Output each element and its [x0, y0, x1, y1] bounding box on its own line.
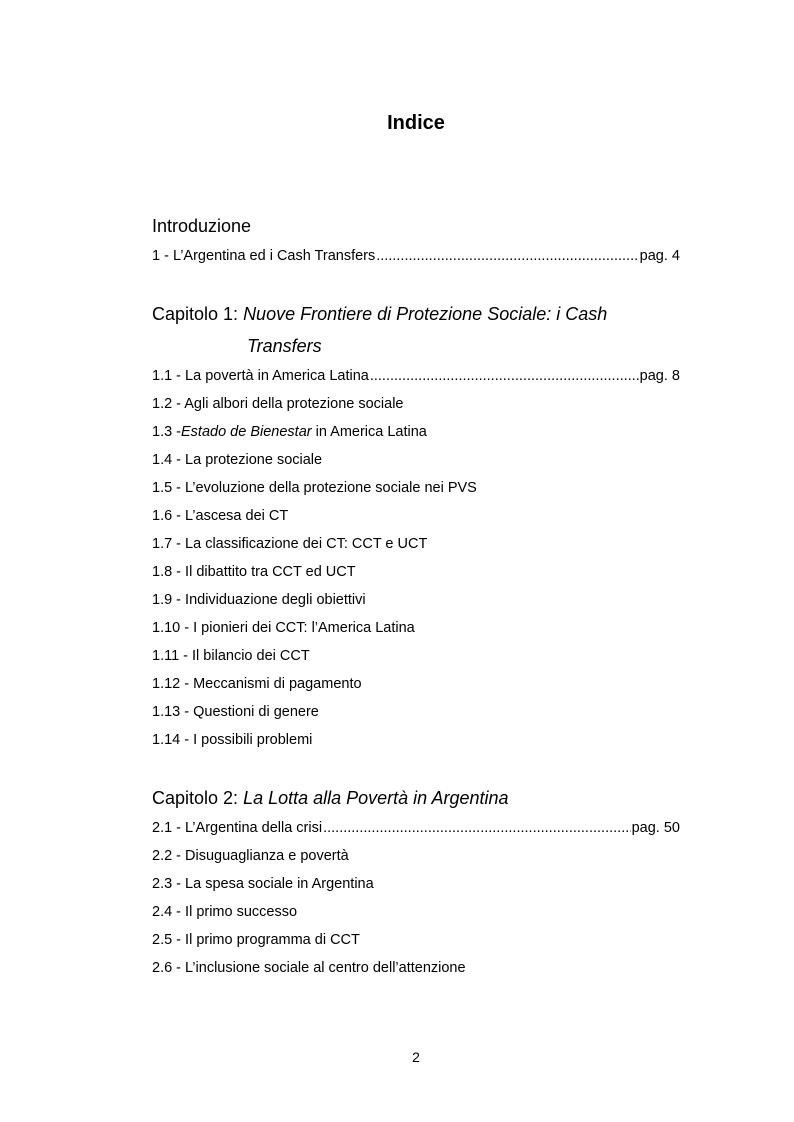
toc-entry-label: 2.1 - L’Argentina della crisi: [152, 820, 323, 836]
toc-entry-2-4[interactable]: 2.4 - Il primo successo: [152, 904, 298, 920]
dot-leader: [376, 242, 638, 270]
toc-entry-2-5[interactable]: 2.5 - Il primo programma di CCT: [152, 932, 360, 948]
toc-entry-page: pag. 4: [639, 248, 680, 264]
toc-entry-1-4[interactable]: 1.4 - La protezione sociale: [152, 452, 323, 468]
toc-entry-num: 1.3 -: [152, 424, 182, 440]
chapter-1-prefix: Capitolo 1:: [152, 304, 244, 324]
toc-entry-1-11[interactable]: 1.11 - Il bilancio dei CCT: [152, 648, 310, 664]
toc-entry-1-12[interactable]: 1.12 - Meccanismi di pagamento: [152, 676, 362, 692]
intro-heading: Introduzione: [152, 216, 252, 236]
chapter-2-prefix: Capitolo 2:: [152, 788, 244, 808]
toc-entry-label: 1 - L’Argentina ed i Cash Transfers: [152, 248, 376, 264]
toc-entry-1-6[interactable]: 1.6 - L’ascesa dei CT: [152, 508, 289, 524]
page-title: Indice: [387, 112, 445, 134]
chapter-1-heading: [152, 298, 680, 362]
toc-entry-1-3[interactable]: [152, 418, 680, 446]
toc-entry-italic: Estado de Bienestar: [181, 424, 312, 440]
dot-leader: [323, 814, 631, 842]
toc-entry-2-2[interactable]: 2.2 - Disuguaglianza e povertà: [152, 848, 349, 864]
toc-entry-page: pag. 8: [639, 368, 680, 384]
toc-entry-1-10[interactable]: 1.10 - I pionieri dei CCT: l’America Latina: [152, 620, 415, 636]
toc-entry-1-2[interactable]: 1.2 - Agli albori della protezione sociale: [152, 396, 404, 412]
toc-entry-1-9[interactable]: 1.9 - Individuazione degli obiettivi: [152, 592, 366, 608]
toc-entry-label: 1.1 - La povertà in America Latina: [152, 368, 369, 384]
toc-entry-1-5[interactable]: 1.5 - L’evoluzione della protezione sociale nei PVS: [152, 480, 477, 496]
toc-entry-1-14[interactable]: 1.14 - I possibili problemi: [152, 732, 313, 748]
chapter-1-title-line1: Nuove Frontiere di Protezione Sociale: i Cash: [243, 304, 608, 324]
page-number: 2: [412, 1049, 420, 1065]
toc-entry-intro-1[interactable]: [152, 242, 680, 270]
toc-entry-1-13[interactable]: 1.13 - Questioni di genere: [152, 704, 319, 720]
toc-entry-page: pag. 50: [631, 820, 680, 836]
table-of-contents: [152, 210, 680, 982]
toc-entry-1-7[interactable]: 1.7 - La classificazione dei CT: CCT e UCT: [152, 536, 428, 552]
toc-entry-2-3[interactable]: 2.3 - La spesa sociale in Argentina: [152, 876, 374, 892]
dot-leader: [370, 362, 639, 390]
chapter-2-heading: [152, 782, 680, 814]
toc-entry-2-1[interactable]: [152, 814, 680, 842]
toc-entry-1-8[interactable]: 1.8 - Il dibattito tra CCT ed UCT: [152, 564, 356, 580]
toc-entry-rest: in America Latina: [311, 424, 427, 440]
chapter-1-title-line2: Transfers: [247, 336, 322, 356]
toc-entry-1-1[interactable]: [152, 362, 680, 390]
toc-entry-2-6[interactable]: 2.6 - L’inclusione sociale al centro dell’attenzione: [152, 960, 466, 976]
chapter-2-title: La Lotta alla Povertà in Argentina: [243, 788, 509, 808]
